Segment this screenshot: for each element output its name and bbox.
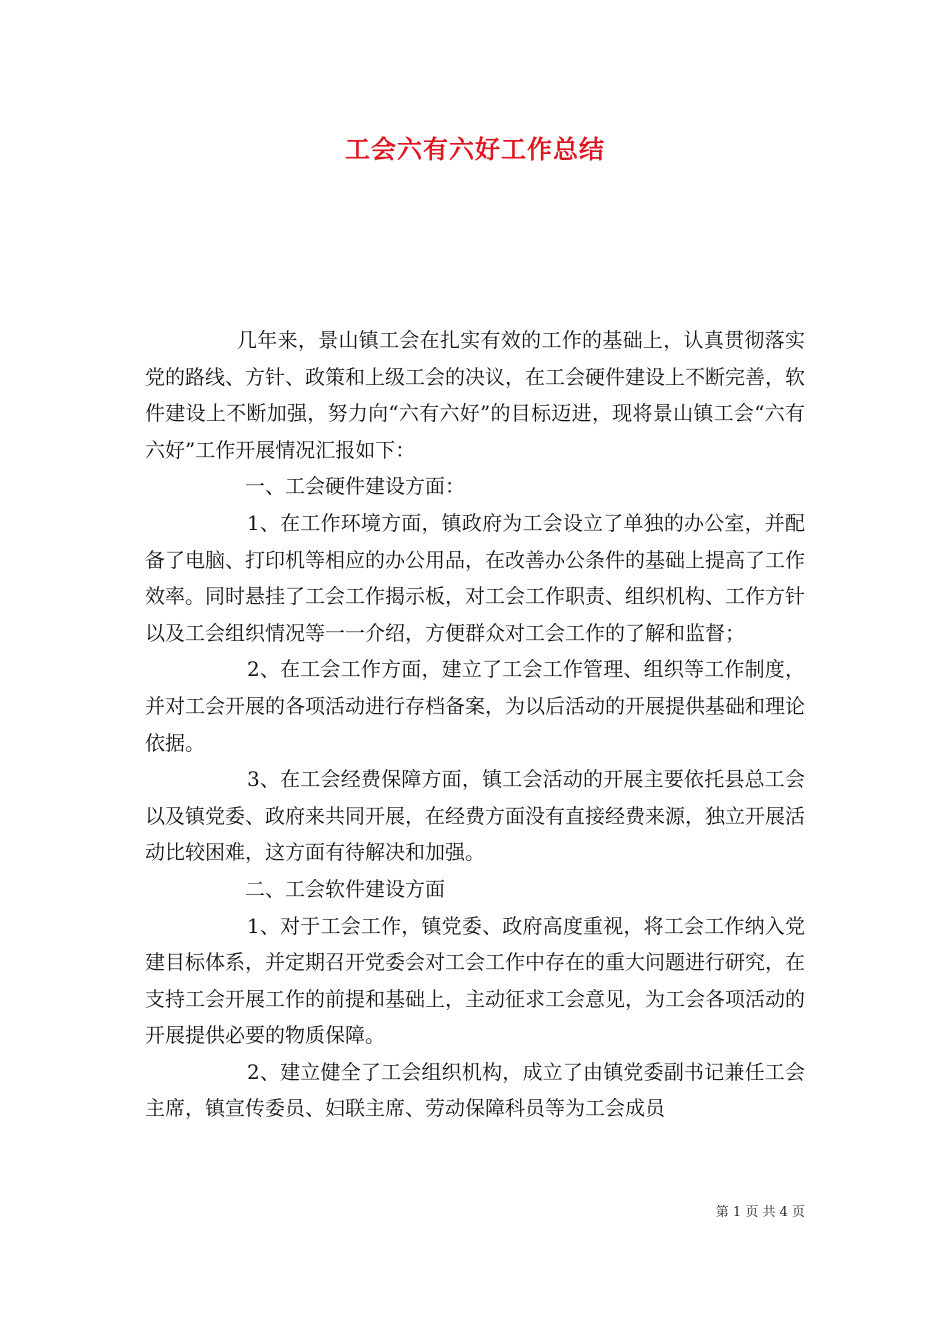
software-item-1: 1、对于工会工作，镇党委、政府高度重视，将工会工作纳入党建目标体系，并定期召开党委会对工会工作中存在的重大问题进行研究，在支持工会开展工作的前提和基础上，主动征求工会意见，为工会各项活动的开展提供必要的物质保障。 — [145, 913, 805, 1048]
document-body — [145, 322, 805, 1127]
section-heading-hardware: 一、工会硬件建设方面： — [245, 474, 465, 499]
hardware-item-3: 3、在工会经费保障方面，镇工会活动的开展主要依托县总工会以及镇党委、政府来共同开展，在经费方面没有直接经费来源，独立开展活动比较困难，这方面有待解决和加强。 — [145, 767, 805, 865]
software-item-2: 2、建立健全了工会组织机构，成立了由镇党委副书记兼任工会主席，镇宣传委员、妇联主席、劳动保障科员等为工会成员 — [145, 1059, 805, 1121]
intro-paragraph: 几年来，景山镇工会在扎实有效的工作的基础上，认真贯彻落实党的路线、方针、政策和上级工会的决议，在工会硬件建设上不断完善，软件建设上不断加强，努力向“六有六好”的目标迈进，现将景山镇工会“六有六好”工作开展情况汇报如下： — [145, 328, 805, 462]
section-heading-software: 二、工会软件建设方面 — [245, 876, 445, 901]
hardware-item-2: 2、在工会工作方面，建立了工会工作管理、组织等工作制度，并对工会开展的各项活动进行存档备案，为以后活动的开展提供基础和理论依据。 — [145, 657, 805, 755]
page-number-footer: 第 1 页 共 4 页 — [715, 1205, 805, 1220]
document-title: 工会六有六好工作总结 — [344, 135, 605, 164]
hardware-item-1: 1、在工作环境方面，镇政府为工会设立了单独的办公室，并配备了电脑、打印机等相应的办公用品，在改善办公条件的基础上提高了工作效率。同时悬挂了工会工作揭示板，对工会工作职责、组织机构、工作方针以及工会组织情况等一一介绍，方便群众对工会工作的了解和监督； — [145, 510, 805, 645]
